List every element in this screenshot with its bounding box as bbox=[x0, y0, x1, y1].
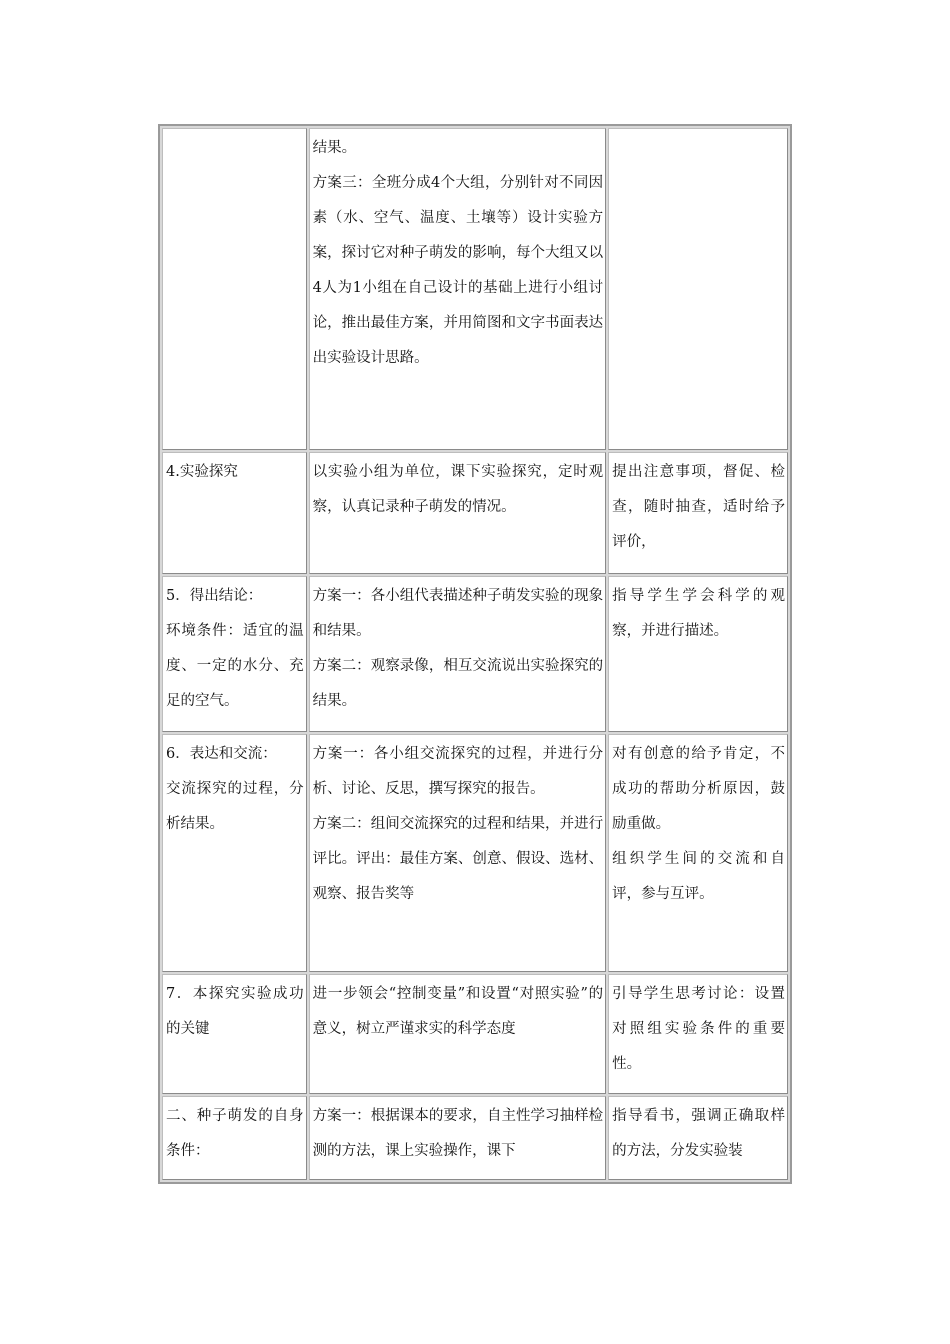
cell-text: 方案一：根据课本的要求，自主性学习抽样检测的方法，课上实验操作，课下 bbox=[312, 1108, 604, 1159]
table-cell-teacher bbox=[608, 734, 788, 972]
cell-text: 4.实验探究 bbox=[166, 464, 238, 480]
table-cell-activity bbox=[162, 734, 307, 972]
table-row bbox=[162, 128, 788, 450]
cell-text: 方案一：各小组代表描述种子萌发实验的现象和结果。 bbox=[312, 588, 604, 639]
table-cell-student bbox=[309, 1096, 607, 1180]
cell-text: 方案二：组间交流探究的过程和结果，并进行评比。评出：最佳方案、创意、假设、选材、观察、报告奖等 bbox=[312, 816, 604, 902]
table-cell-teacher bbox=[608, 128, 788, 450]
table-cell-teacher bbox=[608, 452, 788, 574]
table-cell-student bbox=[309, 734, 607, 972]
table-cell-activity bbox=[162, 576, 307, 732]
table-cell-activity bbox=[162, 974, 307, 1094]
cell-text: 方案二：观察录像，相互交流说出实验探究的结果。 bbox=[312, 658, 604, 709]
cell-text: 结果。 bbox=[312, 140, 357, 156]
table-cell-activity bbox=[162, 452, 307, 574]
cell-text: 5．得出结论： 环境条件：适宜的温度、一定的水分、充足的空气。 bbox=[166, 588, 304, 709]
table-cell-student bbox=[309, 128, 607, 450]
cell-text: 进一步领会“控制变量”和设置“对照实验”的意义，树立严谨求实的科学态度 bbox=[312, 986, 604, 1037]
cell-text: 二、种子萌发的自身条件： bbox=[166, 1108, 304, 1159]
cell-text: 以实验小组为单位，课下实验探究，定时观察，认真记录种子萌发的情况。 bbox=[312, 464, 604, 515]
cell-text: 7．本探究实验成功的关键 bbox=[166, 986, 304, 1037]
cell-text: 6．表达和交流： 交流探究的过程，分析结果。 bbox=[166, 746, 304, 832]
table-cell-student bbox=[309, 452, 607, 574]
cell-text: 提出注意事项，督促、检查，随时抽查，适时给予评价， bbox=[612, 464, 785, 550]
table-row bbox=[162, 1096, 788, 1180]
cell-text: 指导看书，强调正确取样的方法，分发实验装 bbox=[612, 1108, 785, 1159]
table-cell-student bbox=[309, 576, 607, 732]
cell-text: 方案一：各小组交流探究的过程，并进行分析、讨论、反思，撰写探究的报告。 bbox=[312, 746, 604, 797]
lesson-plan-table bbox=[158, 124, 792, 1184]
table-cell-teacher bbox=[608, 1096, 788, 1180]
cell-text: 引导学生思考讨论：设置对照组实验条件的重要性。 bbox=[612, 986, 785, 1072]
cell-text: 对有创意的给予肯定，不成功的帮助分析原因，鼓励重做。 bbox=[612, 746, 785, 832]
table-row bbox=[162, 576, 788, 732]
table-cell-teacher bbox=[608, 576, 788, 732]
cell-text: 方案三：全班分成4个大组，分别针对不同因素（水、空气、温度、土壤等）设计实验方案，探讨它对种子萌发的影响，每个大组又以4人为1小组在自己设计的基础上进行小组讨论，推出最佳方案，并用简图和文字书面表达出实验设计思路。 bbox=[312, 175, 604, 366]
table-row bbox=[162, 452, 788, 574]
table-row bbox=[162, 734, 788, 972]
cell-text: 指导学生学会科学的观察，并进行描述。 bbox=[612, 588, 785, 639]
table-row bbox=[162, 974, 788, 1094]
table-cell-activity bbox=[162, 128, 307, 450]
table-cell-teacher bbox=[608, 974, 788, 1094]
table-cell-activity bbox=[162, 1096, 307, 1180]
cell-text: 组织学生间的交流和自评，参与互评。 bbox=[612, 851, 785, 902]
table-cell-student bbox=[309, 974, 607, 1094]
